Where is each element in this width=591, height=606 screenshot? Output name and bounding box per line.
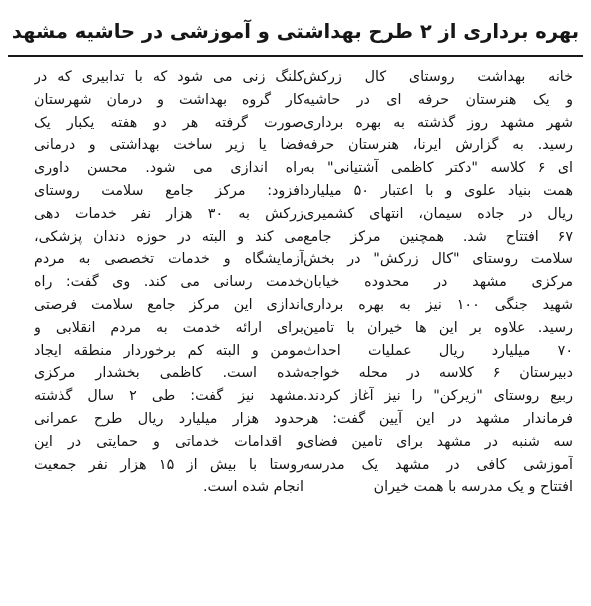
- text-line: فرماندار مشهد در این آیین گفت: هر: [303, 410, 573, 427]
- text-line: آزمایشگاه و خدمات تخصصی به مردم: [34, 251, 304, 268]
- text-line: فضا یا زیر ساخت بهداشتی و درمانی: [34, 137, 304, 154]
- text-line: برای ارائه خدمت به مردم انقلابی و: [34, 319, 304, 336]
- text-line: کلنگ زنی می شود که با تدابیری که در: [34, 69, 304, 85]
- text-line: شهر مشهد روز گذشته به بهره برداری: [303, 114, 573, 131]
- text-line: اندازی این مرکز جامع سلامت فرصتی: [34, 296, 304, 313]
- text-line: افتتاح و یک مدرسه با همت خیران: [373, 479, 573, 496]
- text-line: می کند و البته در حوزه دندان پزشکی،: [34, 228, 304, 245]
- text-line: و اقدامات خدماتی و حمایتی در این: [34, 433, 304, 450]
- text-line: مشهد نیز گفت: طی ۲ سال گذشته: [34, 388, 304, 405]
- text-line: ریال در جاده سیمان، انتهای کشمیری: [303, 205, 573, 222]
- text-line: ربیع روستای "زیرکن" را نیز آغاز کردند.: [303, 388, 573, 405]
- text-line: سه شنبه در مشهد برای تامین فضای: [303, 433, 573, 450]
- text-line: مومن و البته کم برخوردار منطقه ایجاد: [34, 342, 304, 359]
- text-line: مرکزی مشهد در محدوده خیابان: [303, 274, 573, 291]
- text-line: راه اندازی می شود. محسن داوری: [34, 160, 304, 177]
- article-column-left: [34, 66, 304, 499]
- article-headline: بهره برداری از ۲ طرح بهداشتی و آموزشی در حاشیه مشهد: [11, 20, 580, 43]
- text-line: خدمت رسانی می کند. وی گفت: راه: [34, 274, 304, 291]
- text-line: شهید جنگی ۱۰۰ نیز به بهره برداری: [303, 296, 573, 313]
- text-line: انجام شده است.: [203, 479, 304, 496]
- text-line: ۷۰ میلیارد ریال عملیات احداث: [303, 342, 573, 359]
- text-line: همت بنیاد علوی و با اعتبار ۵۰ میلیارد: [303, 182, 573, 199]
- text-line: حدود هزار میلیارد ریال طرح عمرانی: [34, 410, 304, 427]
- text-line: رسید. به گزارش ایرنا، هنرستان حرفه: [303, 137, 573, 154]
- text-line: روستا با بیش از ۱۵ هزار نفر جمعیت: [34, 456, 304, 473]
- article-column-right: [303, 66, 573, 499]
- text-line: و یک هنرستان حرفه ای در حاشیه: [303, 91, 573, 108]
- text-line: شده است. کاظمی بخشدار مرکزی: [34, 365, 304, 382]
- text-line: صورت گرفته هر دو هفته یکبار یک: [34, 114, 304, 131]
- headline-divider: [8, 55, 583, 57]
- text-line: ۶۷ افتتاح شد. همچنین مرکز جامع: [303, 228, 573, 245]
- text-line: کار گروه بهداشت و درمان شهرستان: [34, 91, 304, 108]
- text-line: خانه بهداشت روستای کال زرکش: [303, 69, 573, 85]
- text-line: زرکش به ۳۰ هزار نفر خدمات دهی: [34, 205, 304, 222]
- text-line: سلامت روستای "کال زرکش" در بخش: [303, 251, 573, 268]
- text-line: ای ۶ کلاسه "دکتر کاظمی آشتیانی" به: [303, 160, 573, 177]
- text-line: رسید. علاوه بر این ها خیران با تامین: [303, 319, 573, 336]
- text-line: آموزشی کافی در مشهد یک مدرسه: [303, 456, 573, 473]
- text-line: افزود: مرکز جامع سلامت روستای: [34, 182, 304, 199]
- text-line: دبیرستان ۶ کلاسه در محله خواجه: [303, 365, 573, 382]
